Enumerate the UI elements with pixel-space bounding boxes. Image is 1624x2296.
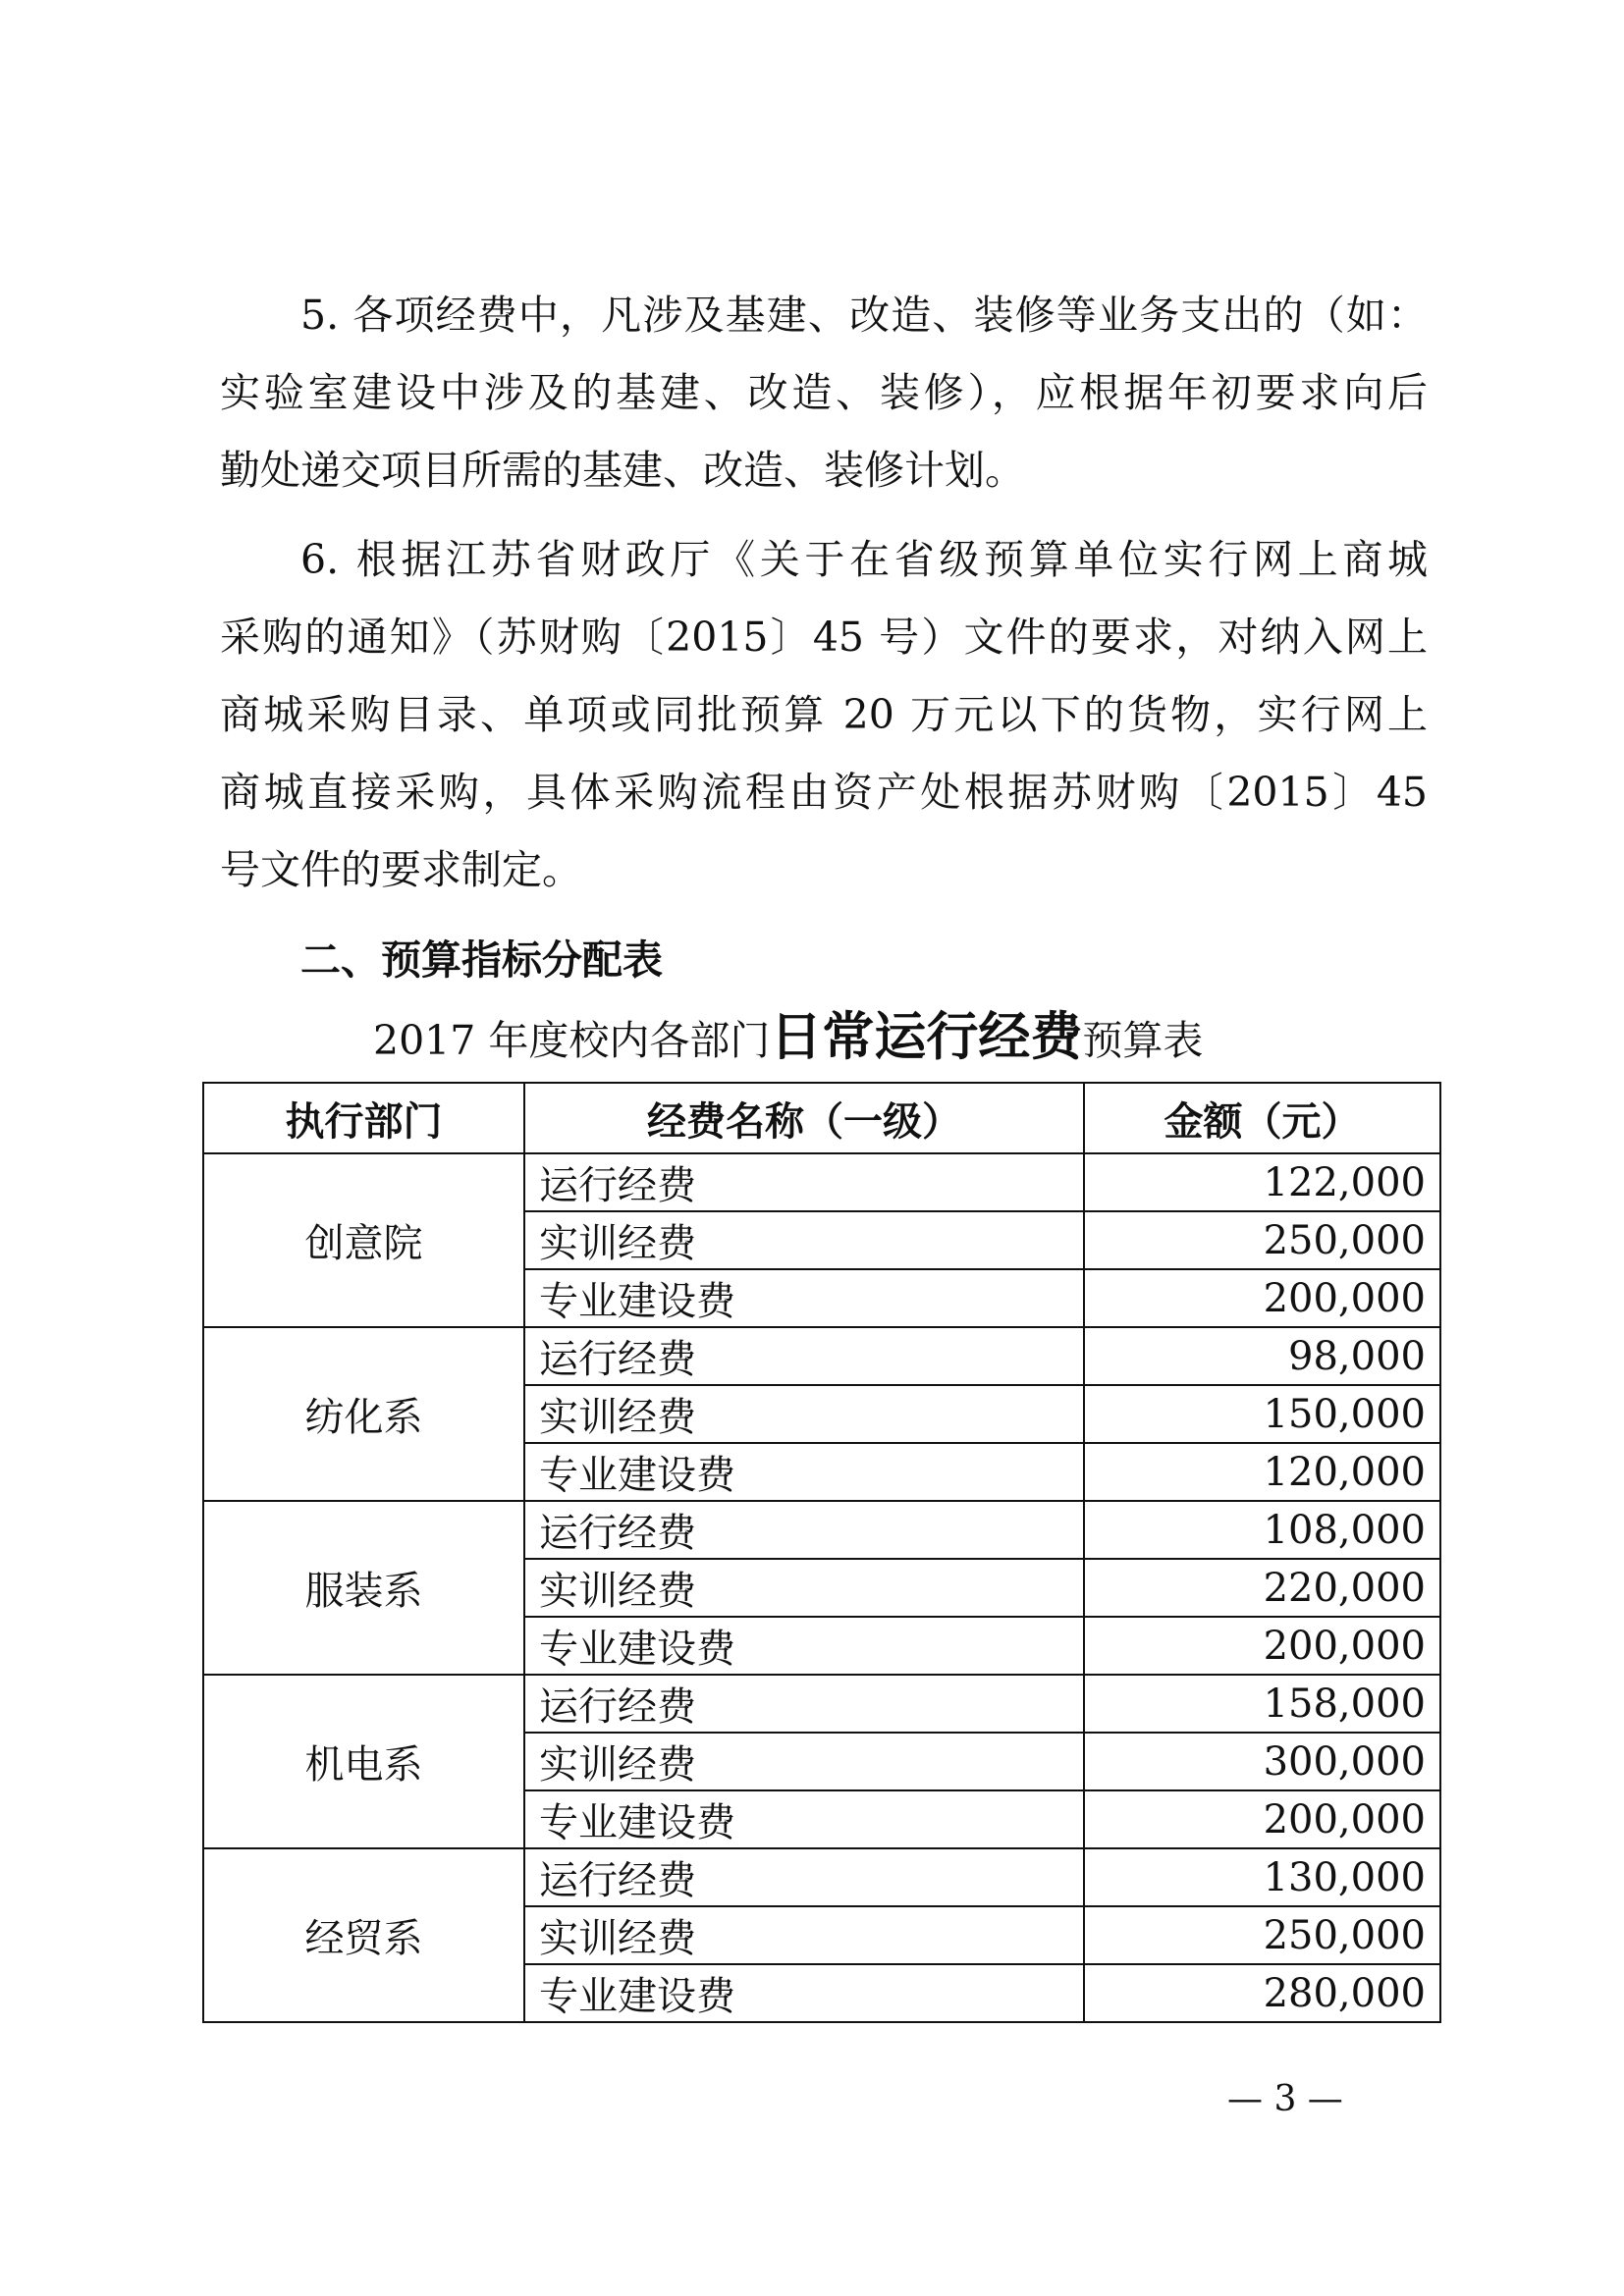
paragraph-line: 商城采购目录、单项或同批预算 20 万元以下的货物，实行网上 <box>220 691 1428 738</box>
department-cell: 服装系 <box>203 1501 524 1675</box>
table-row <box>203 1153 1440 1211</box>
fund-name-cell: 专业建设费 <box>524 1443 1084 1501</box>
paragraph-line: 采购的通知》（苏财购〔2015〕45 号）文件的要求，对纳入网上 <box>220 614 1428 661</box>
table-title-emphasis: 日常运行经费 <box>770 1007 1083 1067</box>
amount-cell: 300,000 <box>1084 1733 1440 1790</box>
table-row <box>203 1501 1440 1559</box>
fund-name-cell: 专业建设费 <box>524 1790 1084 1848</box>
fund-name-cell: 实训经费 <box>524 1906 1084 1964</box>
fund-name-cell: 实训经费 <box>524 1559 1084 1617</box>
department-cell: 创意院 <box>203 1153 524 1327</box>
amount-cell: 200,000 <box>1084 1790 1440 1848</box>
table-title-prefix: 2017 年度校内各部门 <box>373 1017 771 1064</box>
header-fund-name: 经费名称（一级） <box>524 1083 1084 1153</box>
table-header-row <box>203 1083 1440 1153</box>
budget-table <box>202 1082 1441 2023</box>
amount-cell: 98,000 <box>1084 1327 1440 1385</box>
amount-cell: 250,000 <box>1084 1906 1440 1964</box>
section-heading: 二、预算指标分配表 <box>300 936 663 984</box>
fund-name-cell: 实训经费 <box>524 1733 1084 1790</box>
table-row <box>203 1848 1440 1906</box>
amount-cell: 250,000 <box>1084 1211 1440 1269</box>
amount-cell: 122,000 <box>1084 1153 1440 1211</box>
fund-name-cell: 运行经费 <box>524 1675 1084 1733</box>
fund-name-cell: 运行经费 <box>524 1153 1084 1211</box>
amount-cell: 200,000 <box>1084 1617 1440 1675</box>
amount-cell: 150,000 <box>1084 1385 1440 1443</box>
header-department: 执行部门 <box>203 1083 524 1153</box>
department-cell: 经贸系 <box>203 1848 524 2022</box>
fund-name-cell: 运行经费 <box>524 1327 1084 1385</box>
table-title-suffix: 预算表 <box>1082 1017 1204 1064</box>
header-amount: 金额（元） <box>1084 1083 1440 1153</box>
amount-cell: 200,000 <box>1084 1269 1440 1327</box>
paragraph-line: 6. 根据江苏省财政厅《关于在省级预算单位实行网上商城 <box>300 536 1428 583</box>
paragraph-line: 勤处递交项目所需的基建、改造、装修计划。 <box>220 447 1025 494</box>
amount-cell: 130,000 <box>1084 1848 1440 1906</box>
amount-cell: 220,000 <box>1084 1559 1440 1617</box>
department-cell: 机电系 <box>203 1675 524 1848</box>
fund-name-cell: 运行经费 <box>524 1501 1084 1559</box>
fund-name-cell: 专业建设费 <box>524 1269 1084 1327</box>
fund-name-cell: 实训经费 <box>524 1211 1084 1269</box>
paragraph-5 <box>220 277 1428 509</box>
fund-name-cell: 专业建设费 <box>524 1964 1084 2022</box>
fund-name-cell: 实训经费 <box>524 1385 1084 1443</box>
department-cell: 纺化系 <box>203 1327 524 1501</box>
amount-cell: 280,000 <box>1084 1964 1440 2022</box>
amount-cell: 120,000 <box>1084 1443 1440 1501</box>
paragraph-6 <box>220 521 1428 909</box>
page-number: — 3 — <box>1227 2079 1343 2119</box>
paragraph-line: 实验室建设中涉及的基建、改造、装修），应根据年初要求向后 <box>220 369 1428 416</box>
paragraph-line: 5. 各项经费中，凡涉及基建、改造、装修等业务支出的（如： <box>300 292 1428 339</box>
paragraph-line: 号文件的要求制定。 <box>220 846 582 893</box>
amount-cell: 158,000 <box>1084 1675 1440 1733</box>
amount-cell: 108,000 <box>1084 1501 1440 1559</box>
table-row <box>203 1675 1440 1733</box>
table-row <box>203 1327 1440 1385</box>
fund-name-cell: 运行经费 <box>524 1848 1084 1906</box>
fund-name-cell: 专业建设费 <box>524 1617 1084 1675</box>
paragraph-line: 商城直接采购，具体采购流程由资产处根据苏财购〔2015〕45 <box>220 769 1428 816</box>
table-title <box>373 995 1203 1070</box>
